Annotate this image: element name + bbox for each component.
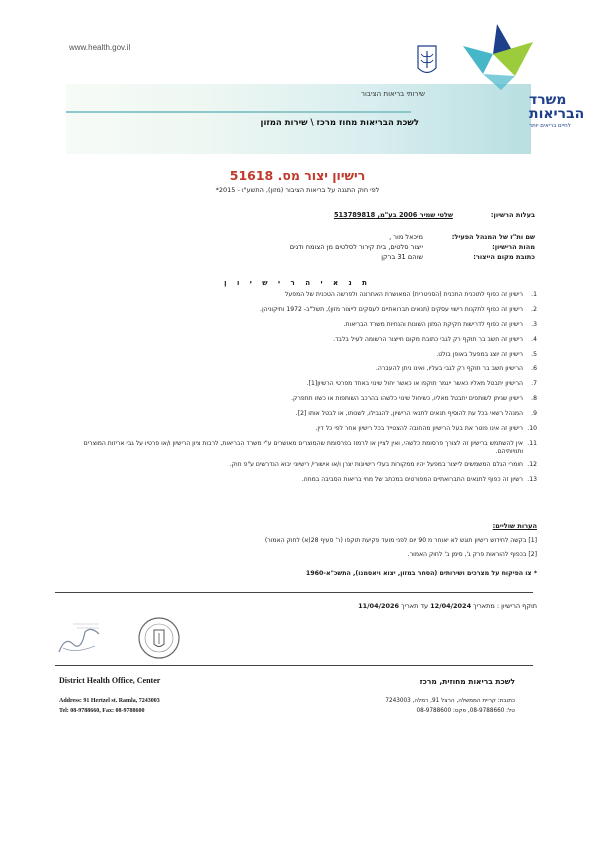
production-address-value: שוהם 31 ברקן (381, 253, 423, 261)
validity-prefix: תוקף הרישיון : מתאריך (473, 602, 537, 610)
ministry-name-line2: הבריאות (529, 106, 585, 122)
condition-item: 1. רישיון זה כפוף לתוכנית התכנית (הסניטרית) המאושרת האחרונה ולפרשה הטכנית של המפעל (284, 291, 537, 298)
condition-item: 6. הרישיון חשב בר תוקף רק לגבי בעליו, ואינו ניתן להעברה. (375, 365, 537, 373)
signature-stamp-icon (55, 618, 105, 660)
footer-address-he: כתובת: קריית הממשלה, הרצל 91, רמלה, 7243003 (385, 698, 515, 704)
owner-value: שלטי שמיר 2006 בע"מ, 513789818 (333, 211, 453, 219)
manager-value: מיכאל מור , (389, 233, 423, 241)
condition-item: 7. הרישיון יתבטל מאליו כאשר ייגמר תוקפו או כאשר יחול שינוי באחד מפרטי הרשיון[1]. (306, 380, 537, 388)
manager-label: שם ות"ז של המנהל הפעיל: (451, 233, 535, 241)
divider (55, 592, 533, 593)
condition-item: 8. רישיון שניתן לשותפים יתבטל מאליו, כשיחול שינוי כלשהו בהרכב השותפות או כשזו תתפרק. (291, 395, 537, 403)
condition-item: 3. רישיון זה כפוף לדרישות חקיקת המזון השונות והנחיות משרד הבריאות. (343, 320, 537, 328)
validity-to-date: 11/04/2026 (358, 602, 400, 610)
condition-item: 5. רישיון זה יוצג במפעל באופן בולט. (436, 350, 537, 358)
manager-row (55, 233, 535, 241)
condition-item: 13. רשיון זה כפוף לתנאים התברואתיים המפורטים במכתב של מחי בריאות הסביבה במחוז. (301, 475, 537, 483)
condition-item: 2. רישיון זה כפוף לתקנות רישוי עסקים (תנאים תברואתיים לעסקים לייצור מזון), תשל"ב- 1972 ותיקוניהן. (260, 305, 537, 313)
footnote-1: [1] בקשה לחידוש רישיון תוגש לא יאוחר מ 90 יום לפני מועד פקיעת תוקפו (ר' סעיף 28(א) לחוק האמור) (264, 537, 537, 544)
license-title: רישיון יצור מס. 51618 (229, 168, 366, 183)
license-nature-label: מהות הרישיון: (492, 243, 535, 251)
footer-office-title-he: לשכת בריאות מחוזית, מרכז (419, 677, 515, 686)
government-service-line: שירותי בריאות הציבור (361, 90, 425, 98)
owner-label: בעלות הרשיון: (490, 211, 535, 219)
conditions-heading: ת נ א י ה ר י ש י ו ן (224, 279, 371, 287)
ministry-of-health-logo (445, 24, 585, 129)
state-emblem-icon (416, 44, 438, 78)
production-address-label: כתובת מקום הייצור: (473, 253, 535, 261)
official-stamp-icon (137, 616, 181, 660)
validity-middle: עד תאריך (401, 602, 429, 610)
footer-phone-he: טל: 08-9788660, פקס: 08-9788600 (416, 708, 515, 714)
footer-divider (55, 665, 533, 666)
ministry-tagline: לחיים בריאים יותר (529, 123, 571, 129)
validity-line (358, 602, 537, 610)
license-subtitle: לפי חוק התגנה על בריאות הציבור (מזון), התשע"ו - 2015* (215, 186, 380, 194)
footnotes-title: הערות שוליים: (492, 522, 537, 530)
conditions-list (62, 291, 537, 491)
footnote-2: [2] בכפוף להוראות פרק ג', סימן ב' לחוק האמור. (407, 551, 537, 558)
production-address-row (55, 253, 535, 261)
condition-item: 11. אין להשתמש ברישיון זה לצורך פרסומת כלשהי, ואין לציין או לרמוז בפרסומת שהמוצרים מאושרים ע"י משרד הבריאות, לרבות ציון הרישיון ו/או פרטיו על גבי אריזות המוצרים ותוויותיהם. (83, 439, 537, 456)
condition-item: 4. רישיון זה חשב בר תוקף רק לגבי כתובת מקום חייצור הרשומה לעיל בלבד. (333, 335, 537, 343)
footer-phone-en: Tel: 08-9788660, Fax: 08-9788600 (59, 708, 145, 714)
condition-item: 10. רישיון זה אינו פוטר את בעל הרישיון מהחובה להצטייד בכל רישיון אחר לפי כל דין. (315, 425, 537, 433)
department-title: לשכת הבריאות מחוז מרכז \ שירות המזון (260, 118, 419, 128)
validity-from-date: 12/04/2024 (430, 602, 472, 610)
footer-office-title-en: District Health Office, Center (59, 676, 161, 685)
owner-row (55, 211, 535, 219)
banner-divider (66, 111, 411, 113)
condition-item: 12. חומרי הגלם המשמשים לייצור במפעל יהיו ממקורות בעלי רישיונות יצרן ו/או אישורי/ רישיוני יבוא הנדרשים ע"פ חוק. (229, 461, 537, 469)
condition-item: 9. המנהל רשאי בכל עת להוסיף תנאים לתנאי הרישיון, להגבילו, לשנותו, או לבטל אותו [2]. (295, 410, 537, 418)
license-nature-row (55, 243, 535, 251)
law-reference: * צו הפיקוח על מצרכים ושירותים (הסחר במזון, יצוא ויאסמנו), התשכ"א-1960 (305, 570, 537, 577)
license-nature-value: ייצור סלטים, בית קירור לסלטים מן הצומח ודגים (289, 243, 423, 251)
footer-address-en: Address: 91 Hertzel st. Ramla, 7243003 (59, 698, 160, 704)
website-url: www.health.gov.il (69, 43, 131, 52)
ministry-name-line1: משרד (529, 92, 567, 108)
